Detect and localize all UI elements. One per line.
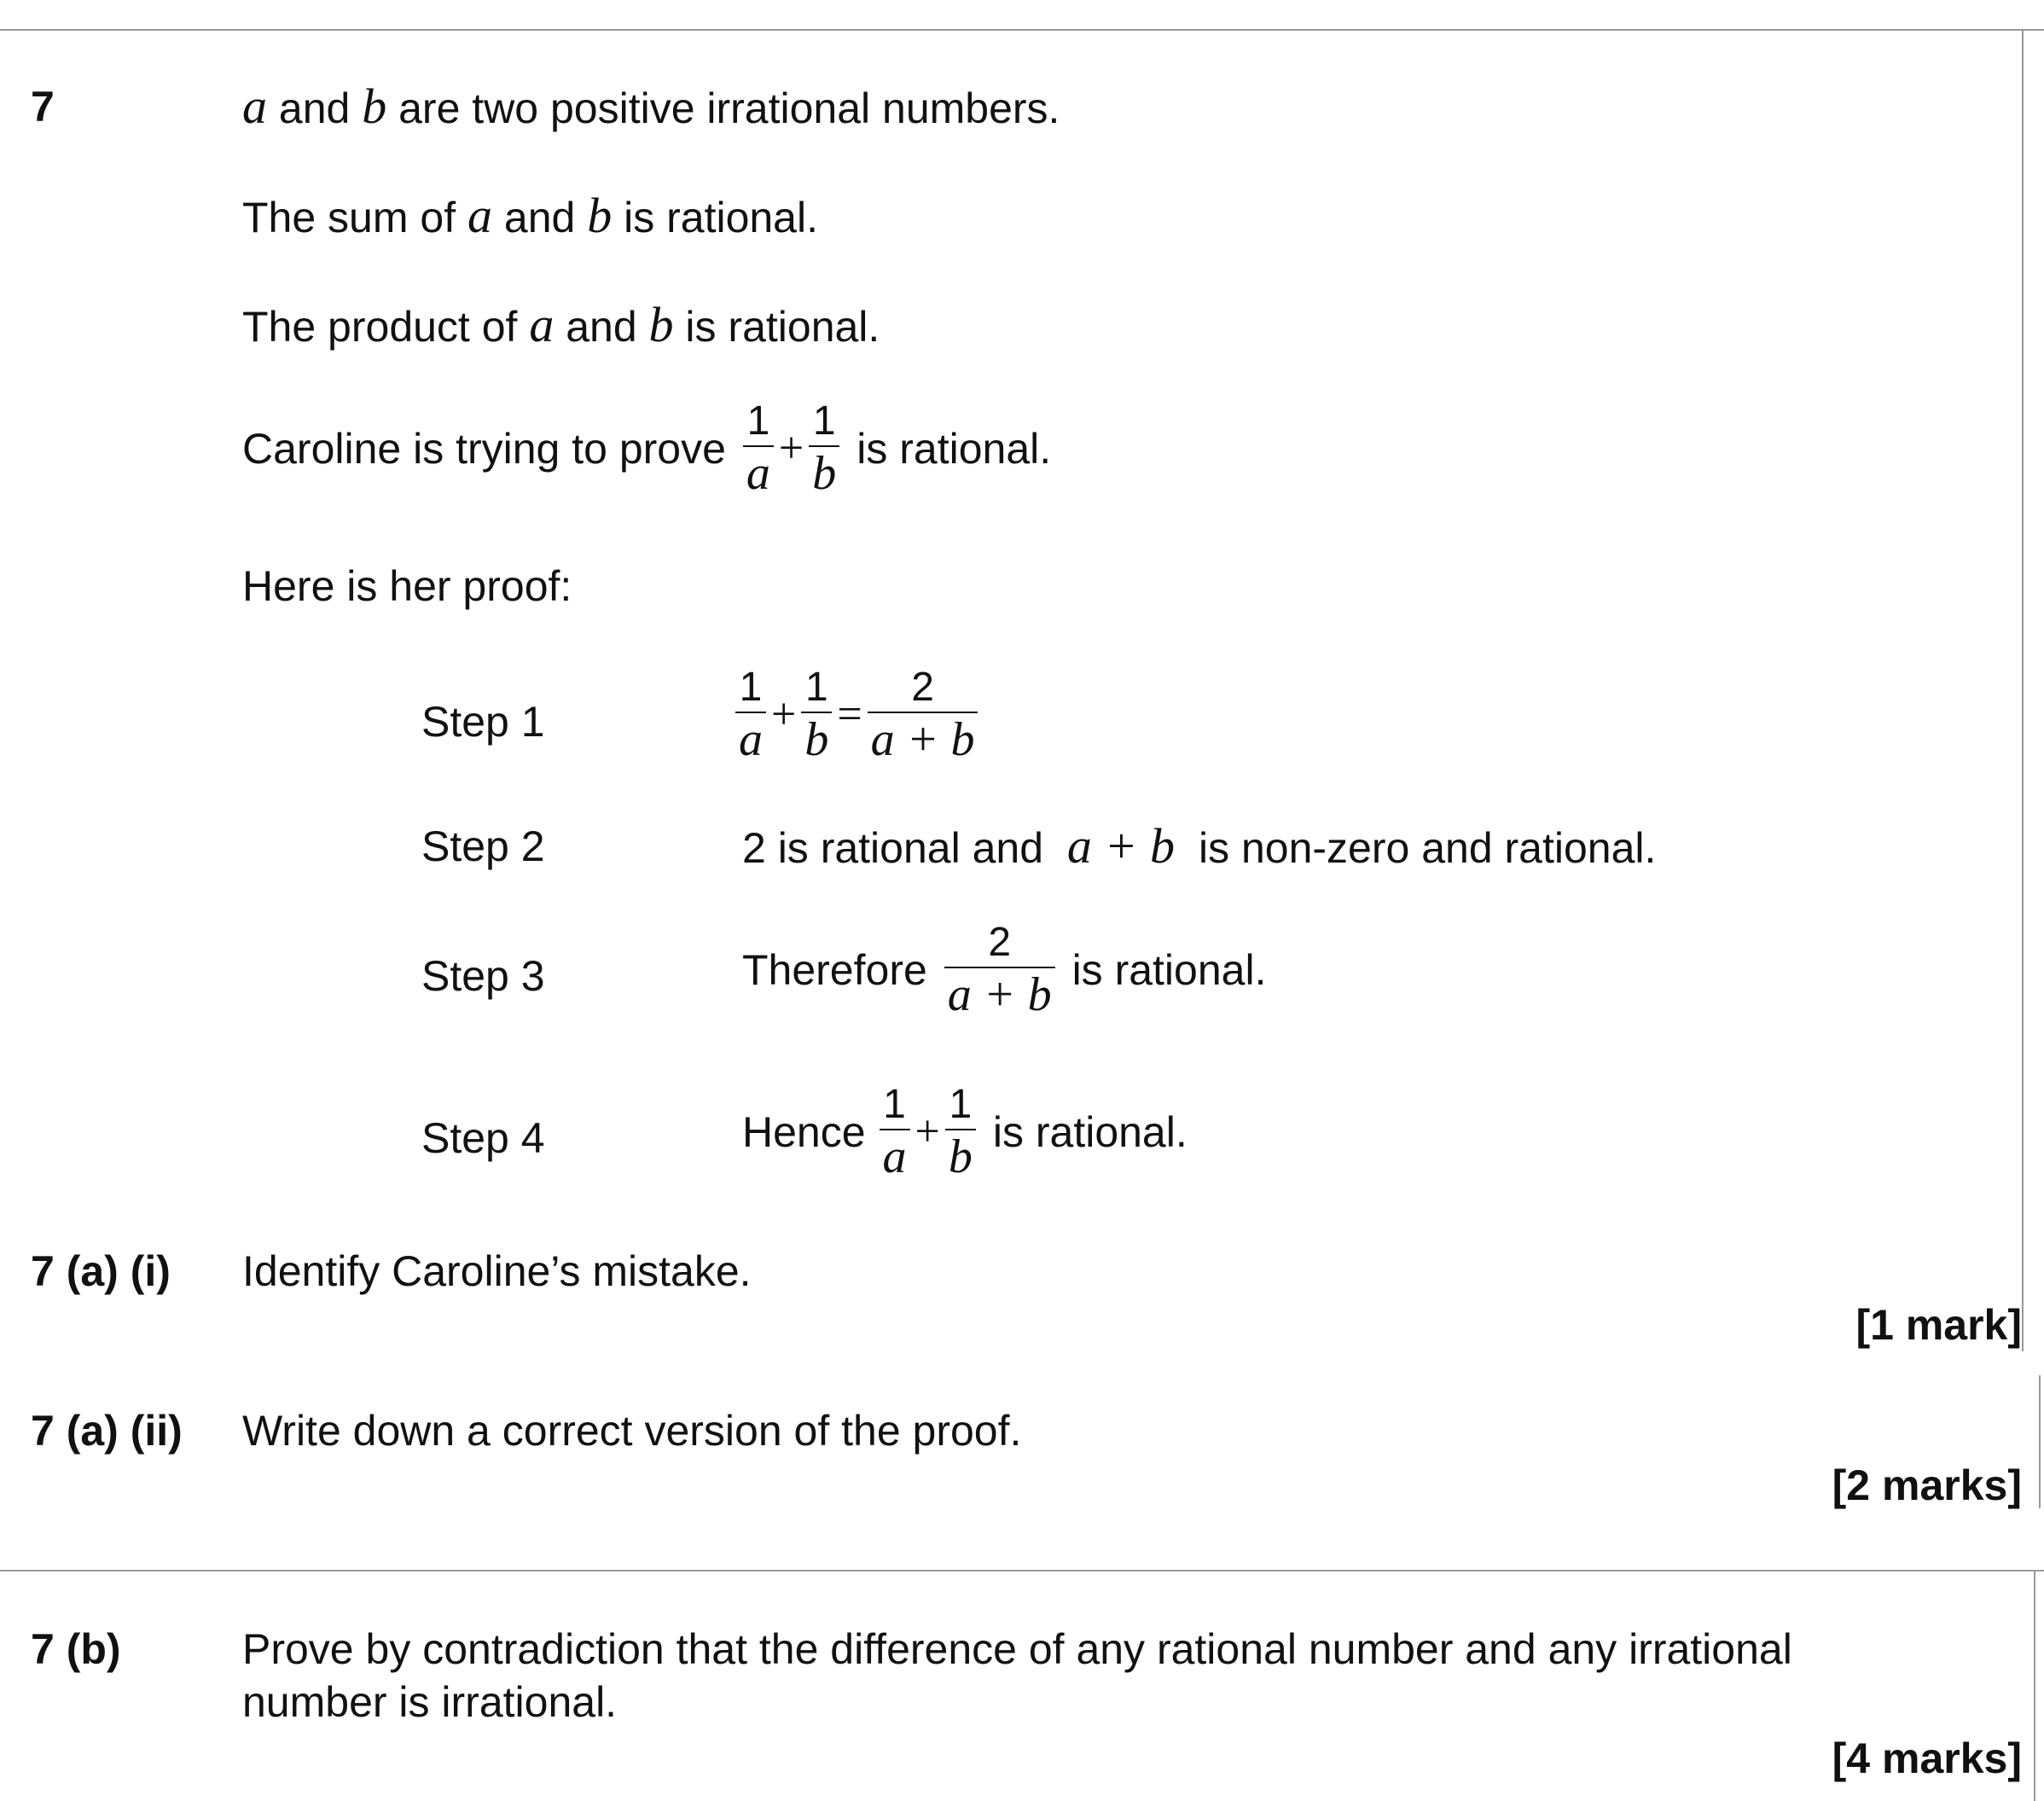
part-a-i-marks: [1 mark] [1855, 1301, 2022, 1349]
fraction-2-over-a-plus-b [868, 664, 978, 766]
fraction-denominator: a [735, 712, 766, 766]
top-rule [0, 29, 2044, 31]
right-border-middle [2039, 1375, 2041, 1508]
fraction-numerator: 1 [883, 1082, 906, 1127]
part-b-text-line-1: Prove by contradiction that the difference of any rational number and any irrational [242, 1625, 1792, 1673]
step-3-expression [742, 919, 1266, 1021]
stem-line-3 [242, 297, 880, 352]
fraction-numerator: 2 [911, 665, 934, 710]
fraction-denominator: a + b [944, 967, 1055, 1021]
step-1-label: Step 1 [421, 698, 545, 746]
part-a-i-label: 7 (a) (i) [31, 1247, 171, 1295]
section-divider-rule [0, 1570, 2044, 1572]
fraction-1-over-b [809, 398, 839, 500]
stem-line-4 [242, 398, 1051, 500]
stem-line-1-text-2: are two positive irrational numbers. [386, 84, 1060, 132]
var-b: b [648, 297, 674, 352]
var-b: b [362, 78, 387, 134]
fraction-numerator: 1 [746, 398, 770, 444]
fraction-numerator: 1 [739, 665, 763, 710]
stem-line-2-text-3: is rational. [612, 194, 818, 241]
plus-sign: + [778, 424, 804, 473]
part-b-text-line-2: number is irrational. [242, 1678, 618, 1726]
fraction-1-over-b [945, 1081, 976, 1183]
fraction-numerator: 1 [804, 665, 828, 710]
part-a-ii-text: Write down a correct version of the proof. [242, 1407, 1022, 1455]
plus-sign: + [915, 1107, 940, 1156]
part-a-i-text: Identify Caroline’s mistake. [242, 1247, 752, 1295]
stem-line-2 [242, 188, 818, 243]
fraction-1-over-a [880, 1081, 910, 1183]
var-a: a [467, 188, 492, 243]
plus-sign: + [771, 690, 797, 739]
stem-line-3-text-1: The product of [242, 303, 530, 351]
stem-line-5: Here is her proof: [242, 562, 572, 610]
part-b-marks: [4 marks] [1832, 1734, 2022, 1782]
var-b: b [587, 188, 613, 243]
fraction-numerator: 1 [812, 398, 836, 444]
step-1-expression [735, 664, 983, 766]
fraction-denominator: a + b [868, 712, 978, 766]
step-4-text-2: is rational. [992, 1108, 1187, 1156]
stem-line-1-text-1: and [267, 84, 363, 132]
fraction-1-over-a [735, 664, 766, 766]
expr-a-plus-b: a + b [1066, 818, 1176, 874]
question-number: 7 [31, 83, 55, 131]
stem-line-2-text-2: and [492, 194, 588, 241]
right-border-upper [2022, 29, 2024, 1351]
var-a: a [529, 297, 555, 352]
step-2-text [742, 818, 1657, 874]
stem-line-3-text-2: and [554, 303, 649, 351]
stem-line-3-text-3: is rational. [673, 303, 880, 351]
stem-line-4-text-1: Caroline is trying to prove [242, 425, 726, 473]
var-a: a [242, 78, 267, 134]
step-2-text-2: is non-zero and rational. [1198, 824, 1657, 872]
equals-sign: = [837, 690, 862, 739]
part-a-ii-label: 7 (a) (ii) [31, 1407, 183, 1455]
fraction-1-over-a [743, 398, 774, 500]
part-a-ii-marks: [2 marks] [1832, 1461, 2022, 1509]
step-2-label: Step 2 [421, 822, 545, 870]
step-3-text-1: Therefore [742, 946, 927, 994]
stem-line-4-text-2: is rational. [857, 425, 1052, 473]
step-3-label: Step 3 [421, 952, 545, 1000]
fraction-denominator: b [945, 1129, 976, 1183]
part-b-label: 7 (b) [31, 1625, 121, 1673]
fraction-1-over-b [801, 664, 832, 766]
fraction-denominator: b [809, 445, 839, 500]
step-4-text-1: Hence [742, 1108, 866, 1156]
right-border-lower [2034, 1570, 2035, 1801]
fraction-denominator: a [880, 1129, 910, 1183]
fraction-numerator: 2 [988, 920, 1012, 965]
fraction-denominator: a [743, 445, 774, 500]
stem-line-1 [242, 78, 1060, 134]
step-4-expression [742, 1081, 1187, 1183]
step-2-text-1: 2 is rational and [742, 824, 1044, 872]
step-3-text-2: is rational. [1071, 946, 1267, 994]
fraction-2-over-a-plus-b [944, 919, 1055, 1021]
stem-line-2-text-1: The sum of [242, 194, 467, 241]
fraction-numerator: 1 [949, 1082, 973, 1127]
step-4-label: Step 4 [421, 1114, 545, 1162]
fraction-denominator: b [801, 712, 832, 766]
